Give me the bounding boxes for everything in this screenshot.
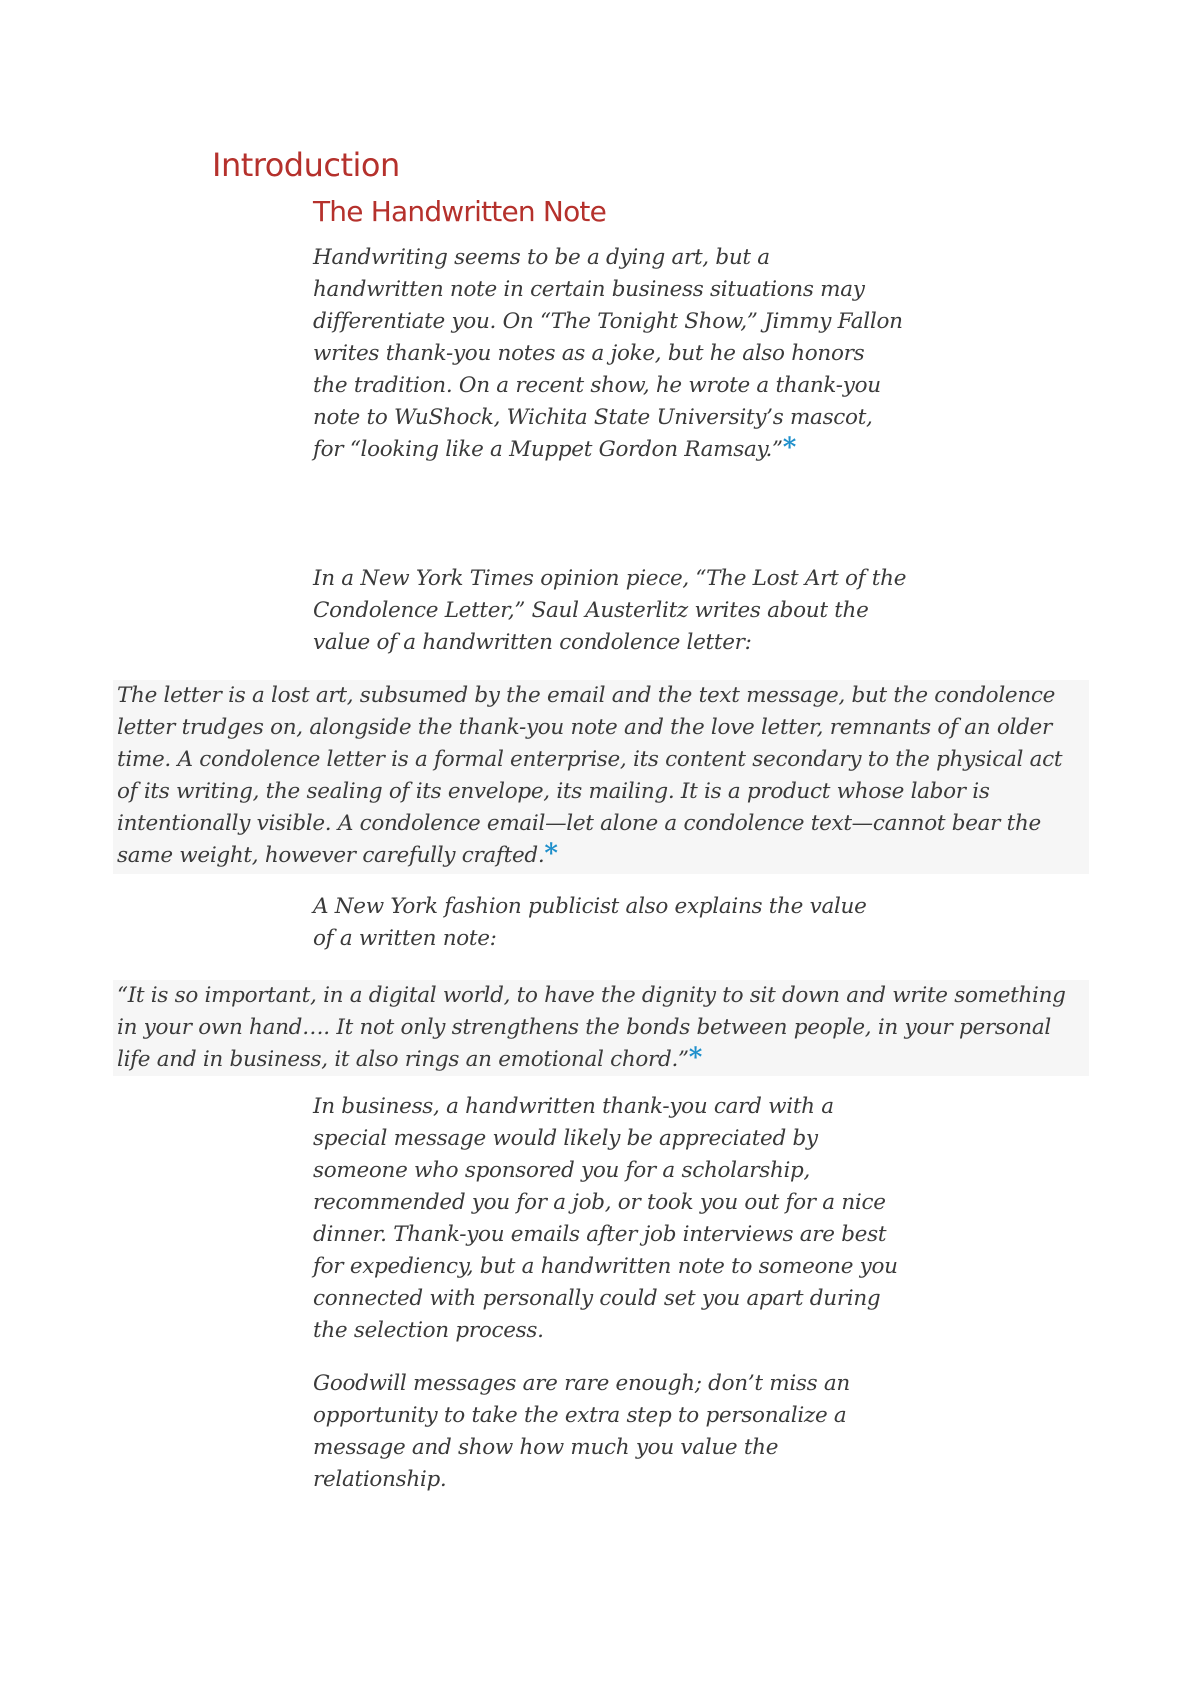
footnote-marker-3[interactable]: * <box>688 1043 702 1073</box>
subsection-heading: The Handwritten Note <box>313 195 607 228</box>
footnote-marker-2[interactable]: * <box>544 839 558 869</box>
blockquote-publicist-text: “It is so important, in a digital world, to have the dignity to sit down and write something in your own hand…. It not only strengthens the bonds between people, in your personal life and in business, it also rings an emotional chord.” <box>117 983 1066 1072</box>
paragraph-publicist-intro: A New York fashion publicist also explains the value of a written note: <box>313 894 867 951</box>
blockquote-condolence-text: The letter is a lost art, subsumed by the email and the text message, but the condolence letter trudges on, alongside the thank-you note and the love letter, remnants of an older time. A condolence letter is a formal enterprise, its content secondary to the physical act of its writing, the sealing of its envelope, its mailing. It is a product whose labor is intentionally visible. A condolence email—let alone a condolence text—cannot bear the same weight, however carefully crafted. <box>117 683 1063 868</box>
blockquote-publicist <box>113 980 1089 1076</box>
footnote-marker-1[interactable]: * <box>782 433 797 463</box>
paragraph-business: In business, a handwritten thank-you card with a special message would likely be appreciated by someone who sponsored you for a scholarship, recommended you for a job, or took you out for a nice dinner. Thank-you emails after job interviews are best for expediency, but a handwritten note to someone you connected with personally could set you apart during the selection process. <box>313 1094 898 1343</box>
section-heading: Introduction <box>212 146 400 184</box>
paragraph-goodwill: Goodwill messages are rare enough; don’t miss an opportunity to take the extra step to personalize a message and show how much you value the relationship. <box>313 1371 850 1492</box>
paragraph-condolence-intro: In a New York Times opinion piece, “The Lost Art of the Condolence Letter,” Saul Austerlitz writes about the value of a handwritten condolence letter: <box>313 566 907 655</box>
paragraph-intro <box>313 242 903 466</box>
blockquote-condolence <box>113 680 1089 874</box>
paragraph-intro-text: Handwriting seems to be a dying art, but a handwritten note in certain business situations may differentiate you. On “The Tonight Show,” Jimmy Fallon writes thank-you notes as a joke, but he also honors the tradition. On a recent show, he wrote a thank-you note to WuShock, Wichita State University’s mascot, for “looking like a Muppet Gordon Ramsay.” <box>313 245 903 462</box>
